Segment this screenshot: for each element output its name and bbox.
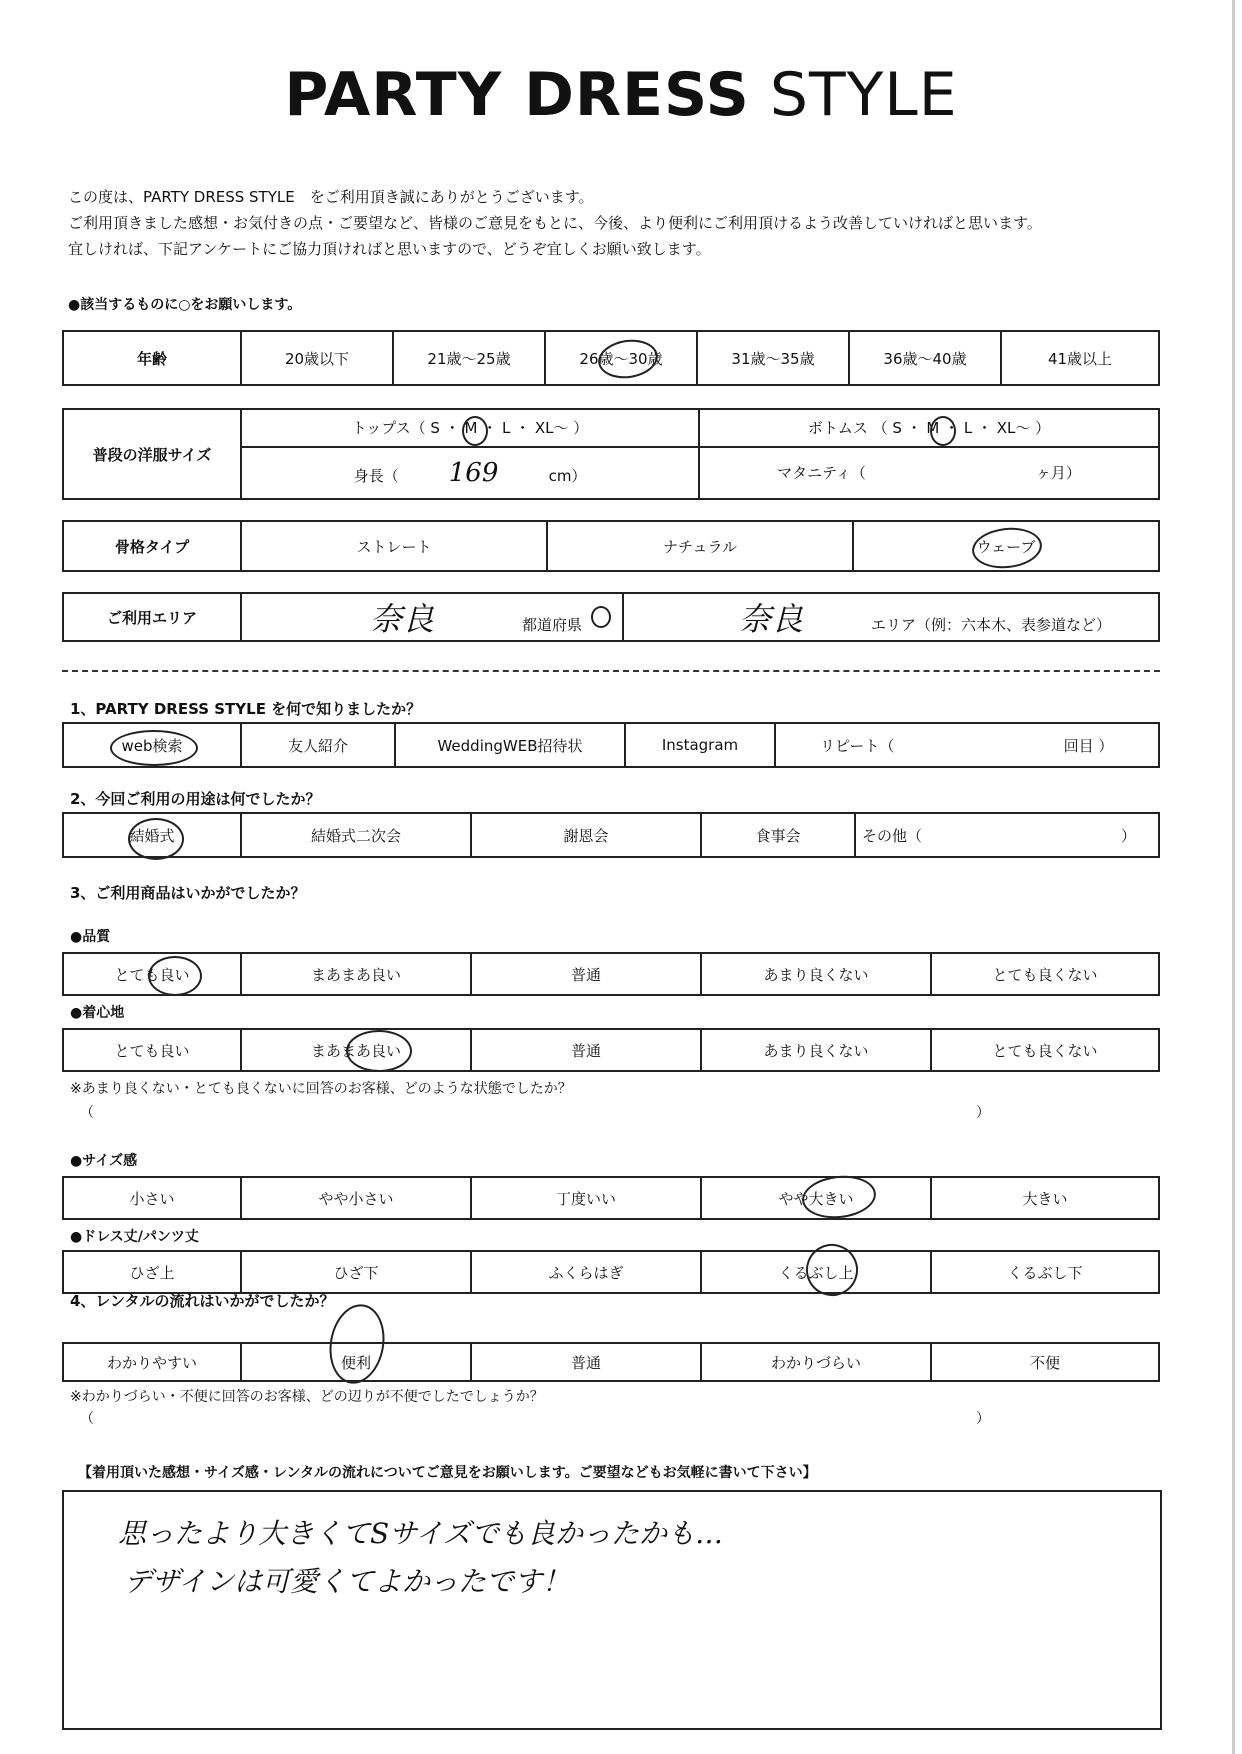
length-option[interactable]: ふくらはぎ	[471, 1251, 701, 1293]
q1-option-repeat[interactable]: リピート（	[775, 723, 1019, 767]
age-option[interactable]: 20歳以下	[241, 331, 393, 385]
intro-line: この度は、PARTY DRESS STYLE をご利用頂き誠にありがとうございます。	[68, 188, 594, 206]
size-label: 普段の洋服サイズ	[63, 409, 241, 499]
area-value: 奈良	[738, 600, 803, 638]
age-option[interactable]: 36歳〜40歳	[849, 331, 1001, 385]
q4-option-selected[interactable]: 便利	[241, 1343, 471, 1381]
size-table	[62, 408, 1160, 500]
comfort-option[interactable]: とても良くない	[931, 1029, 1159, 1071]
q1-option-repeat-count[interactable]: 回目 ）	[1019, 723, 1159, 767]
q3-title: 3、ご利用商品はいかがでしたか？	[70, 884, 306, 902]
q4-option[interactable]: 普通	[471, 1343, 701, 1381]
bottoms-size[interactable]: ボトムス （ S ・ M ・ L ・ XL〜 ）	[699, 409, 1159, 447]
selection-circle	[128, 818, 184, 860]
intro-text	[68, 184, 1042, 262]
maternity-prefix: マタニティ（	[777, 464, 866, 483]
q4-paren-open: （	[80, 1411, 94, 1427]
q1-option[interactable]: Instagram	[625, 723, 775, 767]
q2-option-other-close: ）	[1099, 813, 1159, 857]
body-type-option[interactable]: ストレート	[241, 521, 547, 571]
q4-paren-close: ）	[976, 1411, 990, 1427]
height-value: 169	[448, 457, 499, 488]
q4-option[interactable]: 不便	[931, 1343, 1159, 1381]
prefecture-circle	[591, 606, 611, 628]
comfort-table	[62, 1028, 1160, 1072]
comfort-option-selected[interactable]: まあまあ良い	[241, 1029, 471, 1071]
q4-note: ※わかりづらい・不便に回答のお客様、どの辺りが不便でしたでしょうか？	[70, 1389, 544, 1405]
circle-instruction: ●該当するものに○をお願いします。	[68, 297, 302, 313]
age-label: 年齢	[63, 331, 241, 385]
q2-table	[62, 812, 1160, 858]
intro-line: ご利用頂きました感想・お気付きの点・ご要望など、皆様のご意見をもとに、今後、より便利にご利用頂けるよう改善していければと思います。	[68, 214, 1042, 232]
page-title	[0, 60, 1242, 130]
length-option-selected[interactable]: くるぶし上	[701, 1251, 931, 1293]
fit-table	[62, 1176, 1160, 1220]
q1-option[interactable]: WeddingWEB招待状	[395, 723, 625, 767]
fit-label: ●サイズ感	[70, 1153, 138, 1169]
selection-circle	[346, 1030, 412, 1072]
maternity-field[interactable]	[699, 447, 1159, 499]
quality-option[interactable]: 普通	[471, 953, 701, 995]
fit-option[interactable]: やや小さい	[241, 1177, 471, 1219]
height-suffix: cm）	[548, 466, 587, 485]
q1-table	[62, 722, 1160, 768]
tops-circle	[462, 416, 488, 446]
q2-option[interactable]: 謝恩会	[471, 813, 701, 857]
area-suffix: エリア（例：六本木、表参道など）	[870, 616, 1111, 634]
q1-option[interactable]: 友人紹介	[241, 723, 395, 767]
quality-option[interactable]: あまり良くない	[701, 953, 931, 995]
title-light: STYLE	[769, 60, 958, 130]
free-comment-line: 思ったより大きくてSサイズでも良かったかも…	[118, 1517, 723, 1550]
age-option[interactable]: 21歳〜25歳	[393, 331, 545, 385]
length-option[interactable]: ひざ上	[63, 1251, 241, 1293]
prefecture-suffix: 都道府県	[521, 616, 582, 634]
age-option-selected[interactable]: 26歳〜30歳	[545, 331, 697, 385]
selection-circle	[148, 956, 202, 996]
free-comment-line: デザインは可愛くてよかったです！	[124, 1565, 571, 1598]
q1-option-selected[interactable]: web検索	[63, 723, 241, 767]
quality-option-selected[interactable]: とても良い	[63, 953, 241, 995]
body-type-label: 骨格タイプ	[63, 521, 241, 571]
q2-title: 2、今回ご利用の用途は何でしたか？	[70, 790, 321, 808]
quality-option[interactable]: まあまあ良い	[241, 953, 471, 995]
fit-option[interactable]: 大きい	[931, 1177, 1159, 1219]
body-type-option-selected[interactable]: ウェーブ	[853, 521, 1159, 571]
comfort-note: ※あまり良くない・とても良くないに回答のお客様、どのような状態でしたか？	[70, 1081, 572, 1097]
q4-table	[62, 1342, 1160, 1382]
comfort-paren-close: ）	[976, 1105, 990, 1121]
comfort-option[interactable]: 普通	[471, 1029, 701, 1071]
area-table	[62, 592, 1160, 642]
body-type-option[interactable]: ナチュラル	[547, 521, 853, 571]
length-option[interactable]: ひざ下	[241, 1251, 471, 1293]
height-field[interactable]	[241, 447, 699, 499]
scan-edge	[1232, 0, 1235, 1754]
q2-option[interactable]: 結婚式二次会	[241, 813, 471, 857]
q2-option[interactable]: 食事会	[701, 813, 855, 857]
area-label: ご利用エリア	[63, 593, 241, 641]
q4-option[interactable]: わかりづらい	[701, 1343, 931, 1381]
age-option[interactable]: 41歳以上	[1001, 331, 1159, 385]
prefecture-value: 奈良	[369, 600, 434, 638]
quality-option[interactable]: とても良くない	[931, 953, 1159, 995]
bottoms-circle	[930, 416, 956, 446]
selection-circle	[110, 730, 198, 766]
q2-option-selected[interactable]: 結婚式	[63, 813, 241, 857]
tops-size[interactable]: トップス（ S ・ M ・ L ・ XL〜 ）	[241, 409, 699, 447]
comfort-option[interactable]: あまり良くない	[701, 1029, 931, 1071]
q4-title: 4、レンタルの流れはいかがでしたか？	[70, 1292, 335, 1310]
maternity-suffix: ヶ月）	[1035, 464, 1081, 483]
q4-option[interactable]: わかりやすい	[63, 1343, 241, 1381]
fit-option-selected[interactable]: やや大きい	[701, 1177, 931, 1219]
height-prefix: 身長（	[353, 466, 399, 485]
comfort-paren-open: （	[80, 1105, 94, 1121]
quality-table	[62, 952, 1160, 996]
intro-line: 宜しければ、下記アンケートにご協力頂ければと思いますので、どうぞ宜しくお願い致します。	[68, 240, 711, 258]
fit-option[interactable]: 丁度いい	[471, 1177, 701, 1219]
length-option[interactable]: くるぶし下	[931, 1251, 1159, 1293]
area-field[interactable]	[623, 593, 1159, 641]
q1-title: 1、PARTY DRESS STYLE を何で知りましたか？	[70, 700, 422, 718]
free-comment-heading: 【着用頂いた感想・サイズ感・レンタルの流れについてご意見をお願いします。ご要望などもお気軽に書いて下さい】	[78, 1465, 817, 1481]
quality-label: ●品質	[70, 929, 111, 945]
prefecture-field[interactable]	[241, 593, 623, 641]
age-option[interactable]: 31歳〜35歳	[697, 331, 849, 385]
fit-option[interactable]: 小さい	[63, 1177, 241, 1219]
dashed-divider	[62, 670, 1160, 672]
q2-option-other[interactable]: その他（	[855, 813, 1099, 857]
length-table	[62, 1250, 1160, 1294]
comfort-option[interactable]: とても良い	[63, 1029, 241, 1071]
length-label: ●ドレス丈/パンツ丈	[70, 1229, 199, 1245]
comfort-label: ●着心地	[70, 1005, 125, 1021]
title-bold: PARTY DRESS	[284, 60, 750, 130]
